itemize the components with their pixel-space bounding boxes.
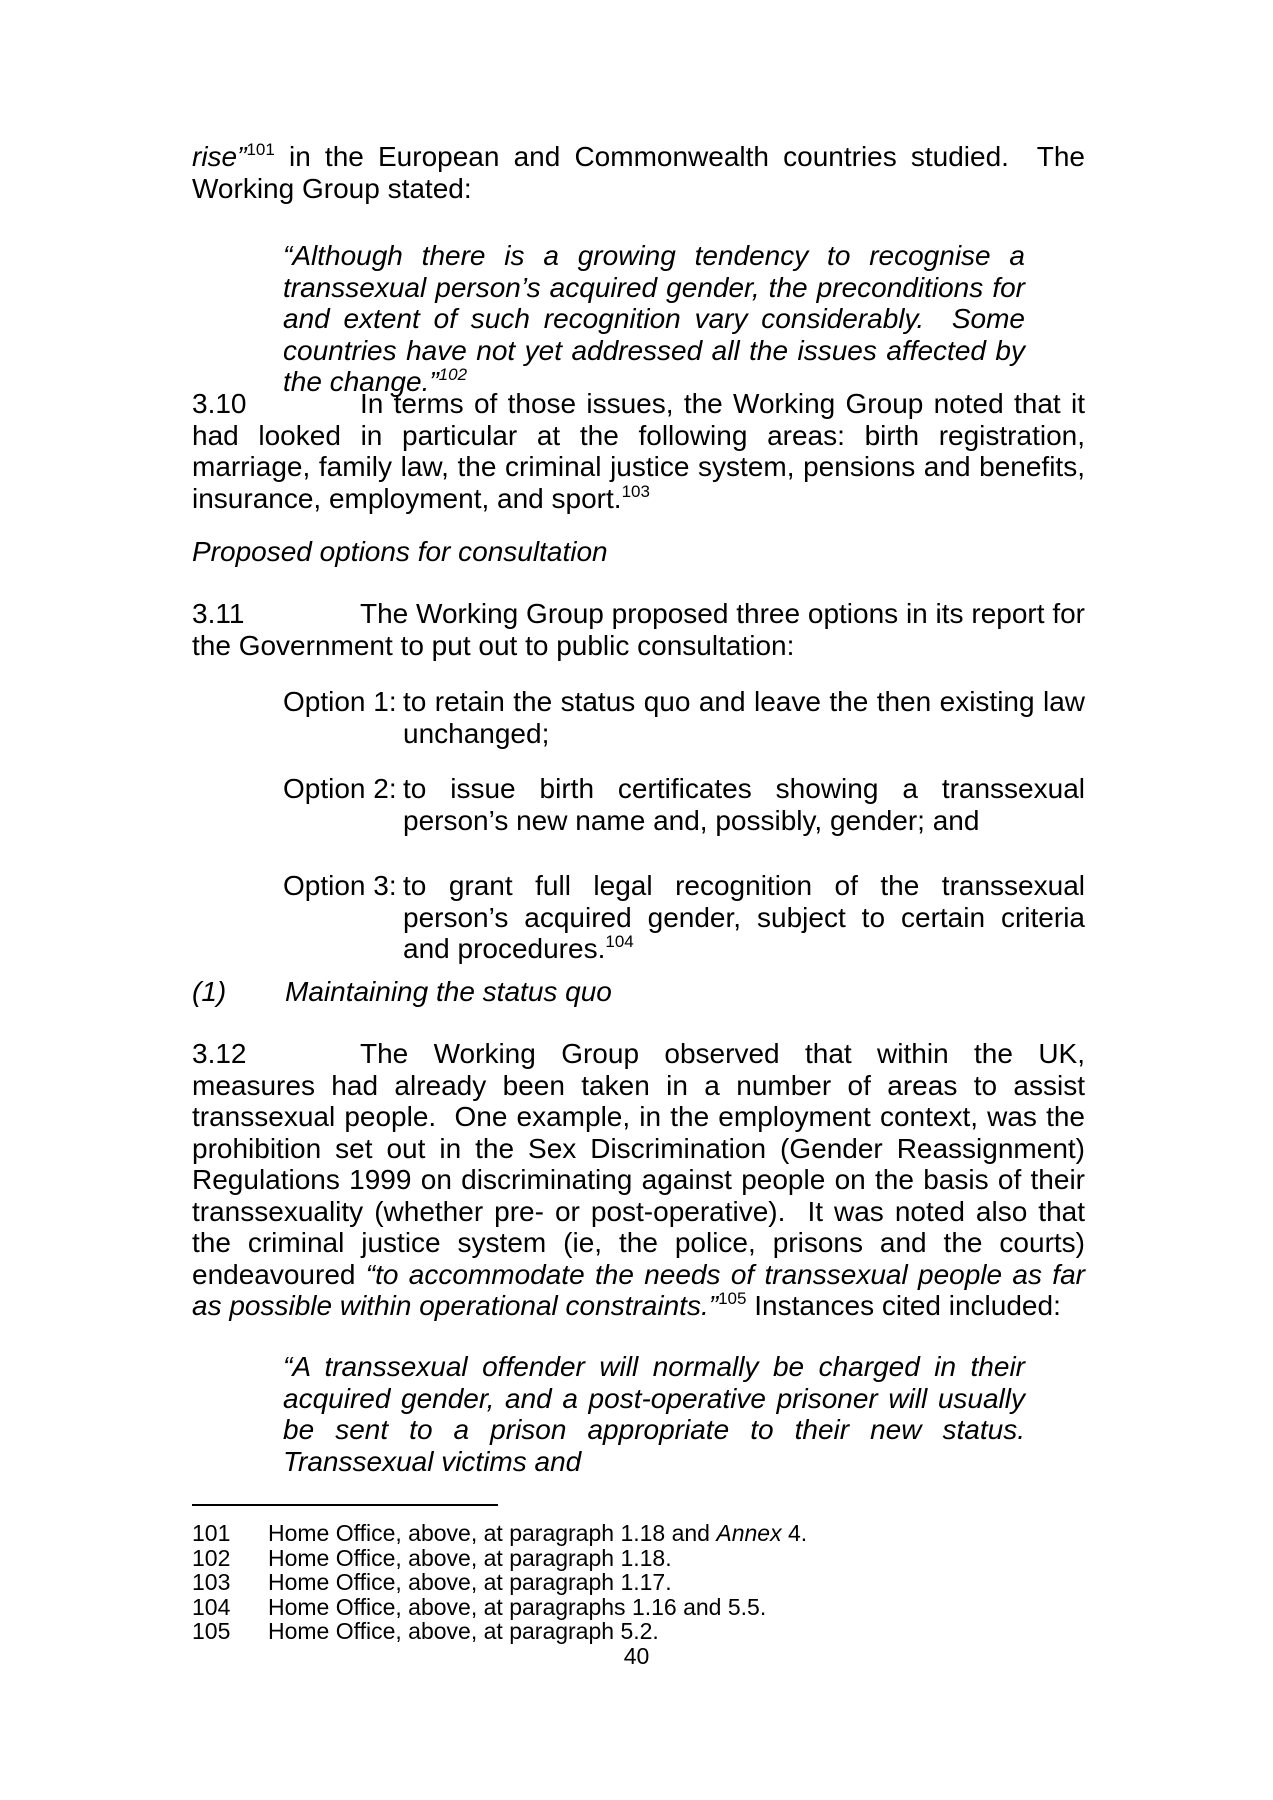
footnote-text — [268, 1521, 1112, 1546]
paragraph-3-10-text: In terms of those issues, the Working Group noted that it had looked in particular at the following areas: birth registration, marriage, family law, the criminal justice system, pensions and benefits, insurance, employment, and sport. — [192, 388, 1085, 514]
footnote-text-after: 4. — [781, 1520, 808, 1546]
paragraph-number: 3.12 — [192, 1038, 247, 1069]
paragraph-3-12 — [192, 1038, 1085, 1322]
heading-proposed-options: Proposed options for consultation — [192, 536, 608, 567]
option-3-label: Option 3: — [283, 870, 397, 901]
intro-text: in the European and Commonwealth countries studied. The Working Group stated: — [192, 141, 1085, 204]
footnote-text-before: Home Office, above, at paragraph 1.17. — [268, 1569, 672, 1595]
footnote-text — [268, 1546, 1112, 1571]
footnotes-section — [192, 1521, 1112, 1644]
blockquote-working-group — [283, 240, 1025, 398]
footnote-text-before: Home Office, above, at paragraph 1.18. — [268, 1544, 672, 1571]
footnote-103 — [192, 1570, 1112, 1595]
paragraph-3-12-tail: Instances cited included: — [746, 1290, 1061, 1321]
footnote-text-before: Home Office, above, at paragraphs 1.16 and 5.5. — [268, 1593, 767, 1620]
option-2-label: Option 2: — [283, 773, 397, 804]
footnote-text-before: Home Office, above, at paragraph 1.18 and — [268, 1520, 717, 1546]
footnote-separator-rule — [192, 1504, 498, 1506]
option-3-body: to grant full legal recognition of the transsexual person’s acquired gender, subject to certain criteria and procedures. — [403, 870, 1085, 964]
paragraph-number: 3.10 — [192, 388, 247, 419]
footnote-102 — [192, 1546, 1112, 1571]
option-3-text — [403, 870, 1085, 965]
footnote-text — [268, 1570, 1112, 1595]
footnote-number: 105 — [192, 1618, 231, 1644]
footnote-105 — [192, 1619, 1112, 1644]
footnote-ref-104: 104 — [605, 932, 634, 951]
footnote-ref-103: 103 — [621, 481, 650, 501]
option-1-label: Option 1: — [283, 686, 397, 717]
option-2-item — [283, 773, 1085, 836]
option-2-text: to issue birth certificates showing a transsexual person’s new name and, possibly, gender; and — [403, 773, 1085, 836]
footnote-101 — [192, 1521, 1112, 1546]
option-1-text: to retain the status quo and leave the then existing law unchanged; — [403, 686, 1085, 749]
paragraph-3-11 — [192, 598, 1085, 661]
heading-number: (1) — [192, 976, 227, 1007]
option-3-item — [283, 870, 1085, 965]
footnote-ref-105: 105 — [718, 1289, 747, 1308]
paragraph-3-10 — [192, 388, 1085, 514]
option-1-item — [283, 686, 1085, 749]
footnote-text-before: Home Office, above, at paragraph 5.2. — [268, 1618, 659, 1644]
footnote-text — [268, 1595, 1112, 1620]
paragraph-3-12-quote: “to accommodate the needs of transsexual people as far as possible within operational constraints.” — [192, 1258, 1085, 1321]
paragraph-3-12-text: The Working Group observed that within the UK, measures had already been taken in a number of areas to assist transsexual people. One example, in the employment context, was the prohibition set out in the Sex Discrimination (Gender Reassignment) Regulations 1999 on discriminating against people on the basis of their transsexuality (whether pre- or post-operative). It was noted also that the criminal justice system (ie, the police, prisons and the courts) endeavoured — [192, 1038, 1085, 1290]
quote1-text: “Although there is a growing tendency to recognise a transsexual person’s acquired gender, the preconditions for and extent of such recognition vary considerably. Some countries have not yet addressed all the issues affected by the change.” — [283, 240, 1025, 397]
footnote-number: 104 — [192, 1593, 231, 1620]
footnote-104 — [192, 1595, 1112, 1620]
footnote-ref-102: 102 — [438, 365, 468, 384]
intro-italic-lead: rise” — [192, 141, 247, 172]
heading-text: Maintaining the status quo — [285, 976, 612, 1007]
footnote-text — [268, 1619, 1112, 1644]
footnote-number: 102 — [192, 1544, 231, 1571]
footnote-number: 103 — [192, 1569, 231, 1595]
blockquote-offender: “A transsexual offender will normally be charged in their acquired gender, and a post-operative prisoner will usually be sent to a prison appropriate to their new status. Transsexual victims and — [283, 1351, 1025, 1477]
heading-maintaining-status-quo — [192, 976, 1085, 1008]
footnote-ref-101: 101 — [246, 140, 275, 159]
footnote-number: 101 — [192, 1520, 231, 1546]
paragraph-intro — [192, 141, 1085, 204]
paragraph-3-11-text: The Working Group proposed three options in its report for the Government to put out to public consultation: — [192, 598, 1085, 661]
paragraph-number: 3.11 — [192, 598, 245, 629]
page-number: 40 — [623, 1643, 650, 1669]
footnote-text-italic: Annex — [716, 1520, 782, 1546]
